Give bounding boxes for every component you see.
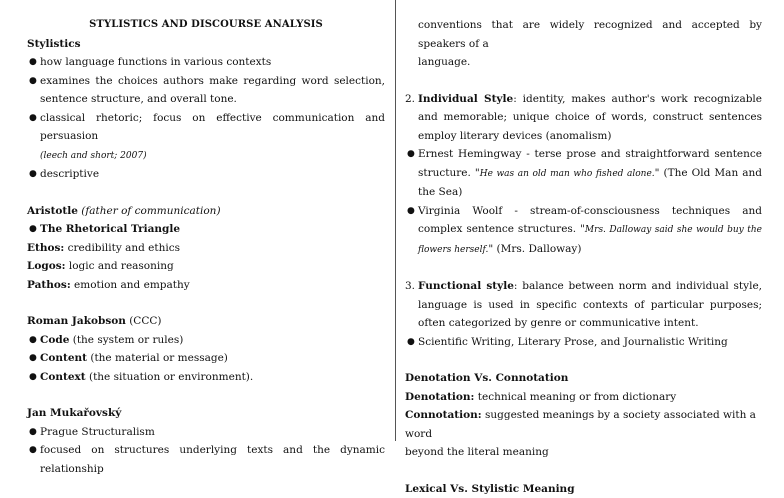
list-item: ● Scientific Writing, Literary Prose, and Journalistic Writing: [405, 333, 762, 352]
aristotle-heading: Aristotle (father of communication): [27, 202, 385, 221]
bullet-icon: ●: [29, 331, 37, 350]
logos-line: Logos: logic and reasoning: [27, 257, 385, 276]
pathos-line: Pathos: emotion and empathy: [27, 276, 385, 295]
list-item: ● examines the choices authors make regarding word selection, sentence structure, and overall tone.: [27, 72, 385, 109]
bullet-icon: ●: [407, 145, 415, 164]
connotation-line: Connotation: suggested meanings by a society associated with a word beyond the literal meaning: [405, 406, 762, 462]
bullet-icon: ●: [407, 333, 415, 352]
bullet-icon: ●: [29, 72, 37, 91]
bullet-icon: ●: [29, 53, 37, 72]
numbered-item-3: 3. Functional style: balance between norm and individual style, language is used in specific contexts of particular purposes; often categorized by genre or communicative intent.: [405, 277, 762, 333]
bullet-icon: ●: [29, 441, 37, 460]
list-item: ● The Rhetorical Triangle: [27, 220, 385, 239]
left-column: [27, 16, 385, 478]
denotation-line: Denotation: technical meaning or from dictionary: [405, 388, 762, 407]
numbered-item-2: 2. Individual Style: identity, makes author's work recognizable and memorable; unique choice of words, construct sentences employ literary devices (anomalism): [405, 90, 762, 146]
stylistics-heading: Stylistics: [27, 35, 385, 54]
ethos-line: Ethos: credibility and ethics: [27, 239, 385, 258]
bullet-icon: ●: [29, 220, 37, 239]
list-item: ● focused on structures underlying texts and the dynamic relationship: [27, 441, 385, 478]
bullet-icon: ●: [29, 368, 37, 387]
continued-text: conventions that are widely recognized and accepted by speakers of a language.: [405, 16, 762, 72]
list-item: ● Context (the situation or environment).: [27, 368, 385, 387]
list-item: ● how language functions in various contexts: [27, 53, 385, 72]
denotation-heading: Denotation Vs. Connotation: [405, 369, 762, 388]
page-title: STYLISTICS AND DISCOURSE ANALYSIS: [27, 16, 385, 35]
jakobson-heading: Roman Jakobson (CCC): [27, 312, 385, 331]
bullet-icon: ●: [407, 202, 415, 221]
list-item: ● Prague Structuralism: [27, 423, 385, 442]
bullet-icon: ●: [29, 165, 37, 184]
list-item: ● Content (the material or message): [27, 349, 385, 368]
bullet-icon: ●: [29, 349, 37, 368]
list-item: ● Code (the system or rules): [27, 331, 385, 350]
list-item: ● Ernest Hemingway - terse prose and straightforward sentence structure. "He was an old man who fished alone." (The Old Man and the Sea): [405, 145, 762, 202]
bullet-icon: ●: [29, 423, 37, 442]
list-item: ● descriptive: [27, 165, 385, 184]
mukarovsky-heading: Jan Mukařovský: [27, 404, 385, 423]
lexical-heading: Lexical Vs. Stylistic Meaning: [405, 480, 762, 498]
column-divider: [395, 0, 396, 441]
right-column: [405, 16, 762, 498]
citation: (leech and short; 2007): [40, 151, 147, 161]
list-item: ● classical rhetoric; focus on effective communication and persuasion (leech and short; 2007): [27, 109, 385, 166]
bullet-icon: ●: [29, 109, 37, 128]
list-item: ● Virginia Woolf - stream-of-consciousness techniques and complex sentence structures. "Mrs. Dalloway said she would buy the flowers herself." (Mrs. Dalloway): [405, 202, 762, 260]
